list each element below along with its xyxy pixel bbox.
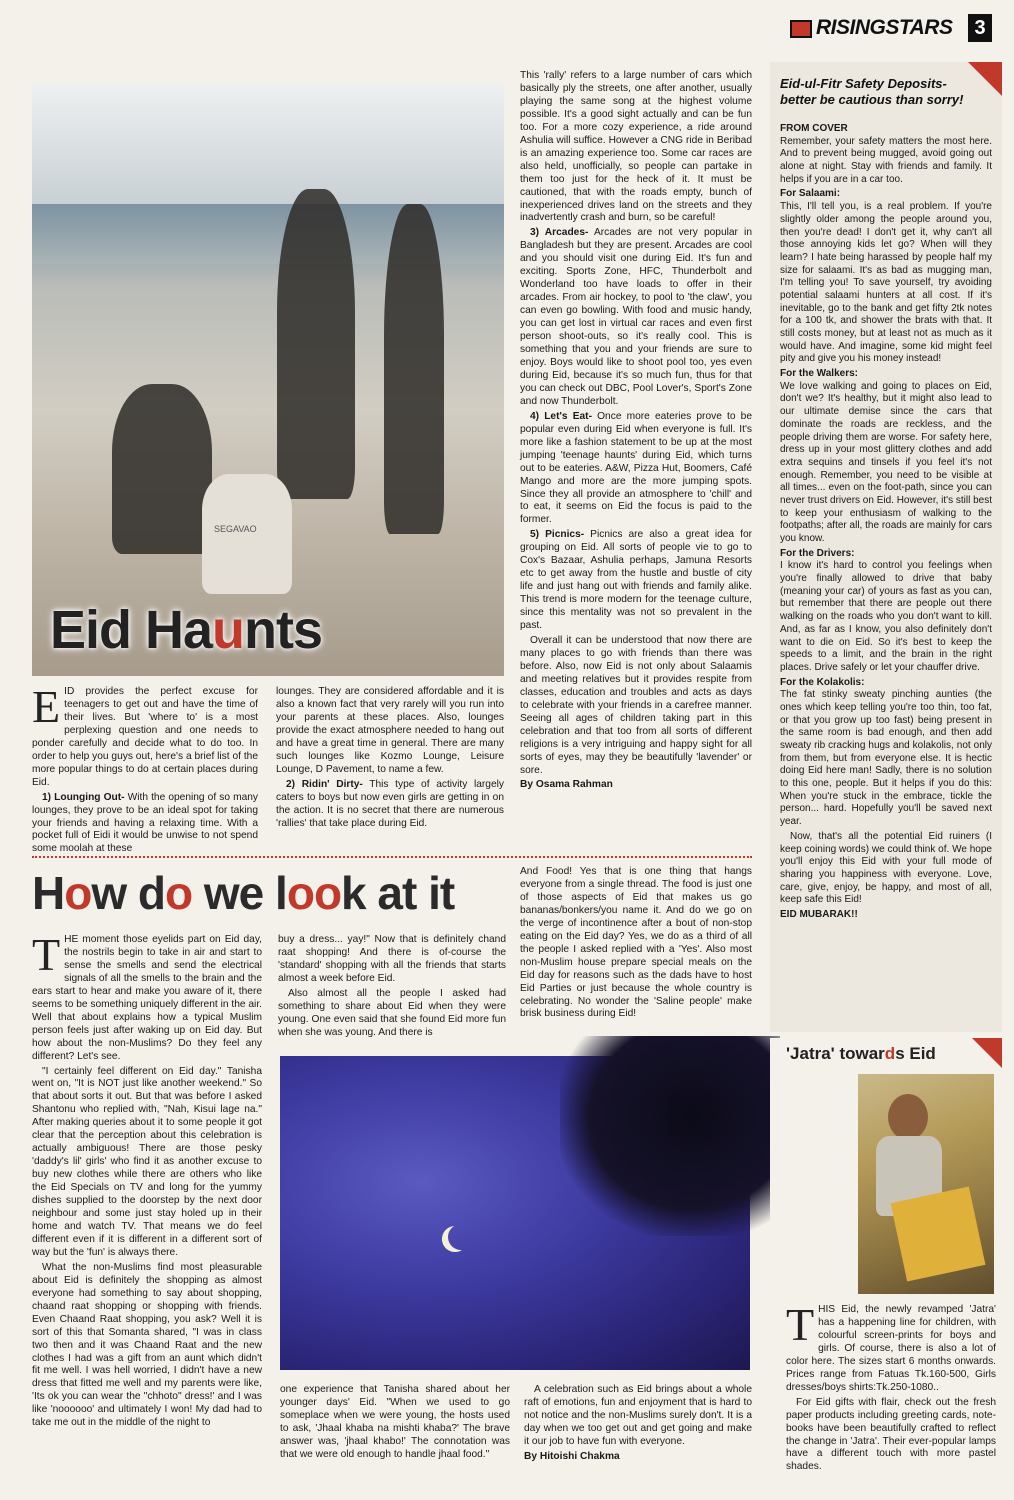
brand-logo-icon <box>790 20 812 38</box>
sidebar-body: FROM COVER Remember, your safety matters the most here. And to prevent being mugged, avoid going out alone at night. Stay with friends and family. It helps if you are in a car too. For Salaami: This, I'll tell you, is a real problem. If you're slightly older among the people around you, then you're dead! I don't get it, why can't all those annoying kids let go? When will they learn? I hate being harassed by people half my size for salaami. It's as bad as mugging man, I'm telling you! To save yourself, try avoiding potential salaami hunters at all cost. If it's inevitable, go to the bank and get fifty 2tk notes for a 100 tk, and shower the brats with that. It still costs money, but at least not as much as it would have. And imagine, some kid might feel pity and give you his money instead! For the Walkers: We love walking and going to places on Eid, don't we? It's healthy, but it might also lead to our ultimate demise since the cars that dominate the roads are reckless, and the people driving them are worse. For safety here, dress up in your most glittery clothes and add extra sequins and tinsels if you feel it's not enough. Remember, you need to be visible at all times... even on the foot-path, since you can never trust drivers on Eid. However, it's still best to keep your enthusiasm of walking to the footpaths; after all, the roads are mainly for cars you know. For the Drivers: I know it's hard to control you feelings when you're finally allowed to drive that baby (meaning your car) of yours as fast as you can, but remember that there are people out there walking on the roads who you don't want to kill. And, as far as I know, you also definitely don't want to die on Eid. So it's best to keep the speeds to a limit, and the brain in the right places. Drive safely or let your chauffer drive. For the Kolakolis: The fat stinky sweaty pinching aunties (the ones which keep telling you're too thin, too fat, or that you grow up too fast) being present in the same room is bad enough, and then add sweaty rib cracking hugs and kolakolis, not only from them, but from everyone else. It is hectic doing Eid here man! Sadly, there is no solution to this one, people. But it helps if you do this: When you're stuck in the embrace, tickle the person... hard. Hopefully you'll be saved next year. Now, that's all the potential Eid ruiners (I keep coining words) we could think of. We hope you'll enjoy this Eid with your full mode of sharing you happiness with everyone. Love, care, give, enjoy, be happy, and most of all, keep safe this Eid! EID MUBARAK!! <box>780 123 992 920</box>
sidebar-title: Eid-ul-Fitr Safety Deposits- better be cautious than sorry! <box>780 76 964 107</box>
article1-byline: By Osama Rahman <box>520 779 613 791</box>
jatra-box <box>770 1038 1002 1483</box>
article1-col1: EID provides the perfect excuse for teenagers to get out and have the time of their lives. But 'where to' is a most perplexing question and one needs to ponder carefully and decide what to do too. In order to help you guys out, here's a brief list of the more popular things to do at certain places during Eid. 1) Lounging Out- With the opening of so many lounges, they prove to be an ideal spot for taking your friends and having a relaxing time. With a pocket full of Eidi it would be unwise to not spend some moolah at these <box>32 681 258 855</box>
article1-col3: This 'rally' refers to a large number of cars which basically ply the streets, one after another, usually playing the same song at the highest volume possible. It's a good sight actually and can be fun too. For a more cozy experience, a ride around Ashulia will suffice. However a CNG ride in Beribad is an amazing experience too. Some car races are also held, unofficially, so people can partake in them too just for the heck of it. It must be cautioned, that with the roads empty, bunch of inexperienced drives land on the streets and they inadvertently crash and burn, so be careful! 3) Arcades- Arcades are not very popular in Bangladesh but they are present. Arcades are cool and you should visit one during Eid. It's fun and exciting. Sports Zone, HFC, Thunderbolt and Wonderland too have loads to offer in their arcades. From air hockey, to pool to 'the claw', you can even go bowling. With food and music handy, you can get lost in virtual car races and even first person shoot-outs, so it's really cool. This is something that you and your friends are sure to enjoy. Boys would like to shoot pool too, yes even during Eid, because it's so much fun, thus for that you can check out DBC, Pool Lover's, Sport's Zone and now Thunderbolt. 4) Let's Eat- Once more eateries prove to be popular even during Eid when everyone is full. It's more like a fashion statement to be up at the most jumping 'teenage haunts' during Eid, which turns out to be eateries. A&W, Pizza Hut, Boomers, Café Mango and more are the more jumping spots. Since they all provide an atmosphere to 'chill' and to eat, it seems on Eid the focus is paid to the former. 5) Picnics- Picnics are also a great idea for grouping on Eid. All sorts of people vie to go to Cox's Bazaar, Ashulia perhaps, Jamuna Resorts etc to get away from the hustle and bustle of city life and just hang out with friends and family alike. This trend is more modern for the teenage culture, since this mentality was not so prevalent in the past. Overall it can be understood that now there are many places to go with friends than there was before. Also, now Eid is not only about Salaamis and meeting relatives but it provides respite from classes, education and troubles and acts as days to celebrate with your friends in a carefree manner. Seeing all ages of children taking part in this celebration and that too from all sorts of different religions is a very intriguing and happy sight for all sorts of eyes, may they be beautifully 'lavender' or sore. By Osama Rahman <box>520 70 752 791</box>
page-number: 3 <box>968 14 992 42</box>
section-divider <box>32 856 752 858</box>
beach-photo <box>32 84 504 676</box>
jatra-body: THIS Eid, the newly revamped 'Jatra' has a happening line for children, with colourful screen-prints for boys and girls. Of course, there is also a lot of color here. The sizes start 6 months onwards. Prices range from Fatuas Tk.160-500, Girls dresses/boys shirts:Tk.250-1080.. For Eid gifts with flair, check out the fresh paper products including greeting cards, note-books have been beautifully crafted to reflect the change in 'Jatra'. Their ever-popular lamps have a different touch with more pastel shades. <box>786 1299 996 1473</box>
how-do-we-look-headline: How do we look at it <box>32 867 455 919</box>
safety-sidebar <box>770 62 1002 1032</box>
jatra-corner-icon <box>972 1038 1002 1068</box>
crescent-moon-icon <box>444 1220 477 1253</box>
shirt-print: SEGAVAO <box>214 524 257 534</box>
jatra-title: 'Jatra' towards Eid <box>786 1044 936 1063</box>
jatra-photo <box>858 1074 994 1294</box>
article2-col1: THE moment those eyelids part on Eid day, the nostrils begin to take in air and start to sense the smells and send the electrical signals of all the smells to the brain and the ears start to hear and make you aware of it, there seems to be something uniquely different in the air. Well that about explains how a typical Muslim person feels just after waking up on Eid day. But how about the non-Muslims? Do they feel any different? Let's see. "I certainly feel different on Eid day." Tanisha went on, "It is NOT just like another weekend." So that about sorts it out. But that was before I asked Shantonu who replied with, "Nah, Kisui lage na." After making queries about it to some people it got clear that the perception about this celebration is actually ambiguous! There are those pesky 'daddy's lil' girls' who find it as another excuse to buy new clothes while there are others who like the Eid Specials on TV and long for the yummy dishes supplied to the doorstep by the next door neighbour and some just stay holed up in their home and watch TV. That means we do feel different even if it is different in a different sort of way but the 'fun' is always there. What the non-Muslims find most pleasurable about Eid is definitely the shopping as almost everyone had something to say about shopping, chaand raat shopping or shopping with friends. Even Chaand Raat shopping, you ask? Well it is sort of this that Somanta shared, "I was in class two then and it was Chaand Raat and the new clothes I had was a gift from an aunt which didn't fit me well. I was hell worried, I didn't have a new dress that fitted me well and my parents were like, 'Its ok you can wear the "chhoto" dress!' and I was like 'noooooo' and ultimately I won! My dad had to take me out in the middle of the night to <box>32 929 262 1429</box>
article2-col2: buy a dress... yay!" Now that is definitely chand raat shopping! And there is of-course the 'standard' shopping with all the friends that starts almost a week before Eid. Also almost all the people I asked had something to share about Eid when they were young. One even said that she found Eid more fun when she was young. And there is <box>278 934 506 1038</box>
article2-byline: By Hitoishi Chakma <box>524 1450 620 1462</box>
eid-haunts-headline: Eid Haunts <box>50 600 323 660</box>
moon-photo <box>280 1056 750 1370</box>
article2-col3: And Food! Yes that is one thing that hangs everyone from a single thread. The food is just one of those aspects of Eid that makes us go bananas/bonkers/you name it. And do we go on the verge of incontinence after a bout of non-stop eating on the Eid day? Yes, we do as a third of all the people I asked replied with a 'Yes'. Also most non-Muslim house prepare special meals on the Eid day for reasons such as the dads have to host Eid Parties or just because the whole country is celebrating. No wonder the 'Saline people' make brisk business during Eid! <box>520 866 752 1020</box>
article2-bottom-right: A celebration such as Eid brings about a whole raft of emotions, fun and enjoyment that is hard to not notice and the non-Muslims surely don't. It is a day when we too get out and get going and make it our job to have fun with everyone. By Hitoishi Chakma <box>524 1384 752 1462</box>
article2-bottom-left: one experience that Tanisha shared about her younger days' Eid. "When we used to go someplace when we were young, the hosts used to ask, 'Jhaal khaba na mishti khaba?' The brave answer was, 'jhaal khabo!' The connotation was that we were old enough to handle jhaal food." <box>280 1384 510 1460</box>
brand-name: RISINGSTARS <box>816 16 953 39</box>
article1-col2: lounges. They are considered affordable and it is also a known fact that very rarely will you run into your parents at these places. Also, lounges provide the exact atmosphere needed to hang out and have a great time in general. There are many such lounges like Kozmo Lounge, Leisure Lounge, D Pavement, to name a few. 2) Ridin' Dirty- This type of activity largely caters to boys but now even girls are getting in on the action. It is no secret that there are numerous 'rallies' that take place during Eid. <box>276 686 504 829</box>
sidebar-corner-icon <box>968 62 1002 96</box>
sidebar-signoff: EID MUBARAK!! <box>780 908 858 920</box>
masthead <box>790 14 1000 44</box>
